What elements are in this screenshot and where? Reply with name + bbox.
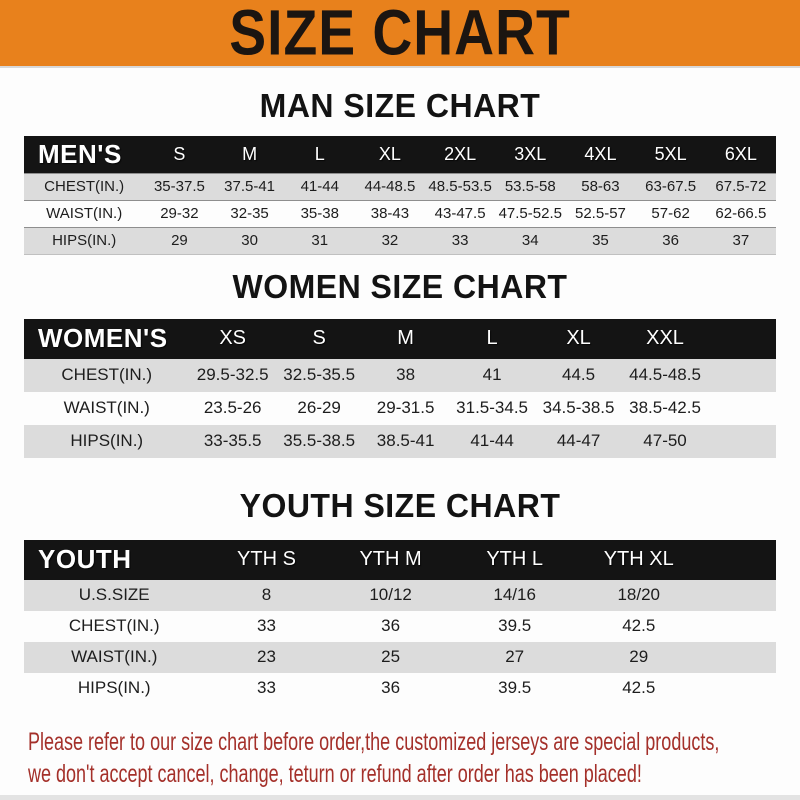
size-cell: 42.5 [622,678,656,697]
women-group-label: WOMEN'S [24,319,189,359]
men-section-title: MAN SIZE CHART [259,87,541,124]
size-cell: 8 [261,585,272,604]
size-cell: 62-66.5 [715,205,767,222]
women-table-row [24,359,776,392]
row-label: WAIST(IN.) [46,205,123,222]
row-spacer-cell [701,642,776,673]
size-cell: 25 [381,647,401,666]
size-cell: 63-67.5 [645,178,697,195]
size-cell: 53.5-58 [504,178,556,195]
row-label: CHEST(IN.) [61,365,153,384]
size-cell: 29-32 [160,205,199,222]
size-cell: 35-37.5 [153,178,205,195]
row-label: HIPS(IN.) [77,678,151,697]
size-cell: 33 [257,678,276,697]
banner [0,0,800,68]
size-cell: 48.5-53.5 [428,178,492,195]
size-cell: 32.5-35.5 [283,365,356,384]
size-cell: 31 [311,232,329,249]
youth-header-row [24,540,776,580]
men-col-header-l: L [285,136,355,173]
header-spacer-cell [708,319,776,359]
size-cell: 44.5 [562,365,596,384]
size-cell: 39.5 [498,616,532,635]
size-cell: 29 [629,647,649,666]
row-spacer-cell [708,425,776,458]
size-cell: 38.5-41 [376,431,435,450]
women-col-header-l: L [449,319,535,359]
youth-table-row [24,611,776,642]
youth-col-header-yth-xl: YTH XL [577,540,701,580]
size-cell: 23 [257,647,276,666]
row-spacer-cell [701,673,776,704]
size-cell: 41-44 [300,178,339,195]
size-cell: 29 [171,232,188,249]
size-cell: 52.5-57 [575,205,626,222]
size-cell: 36 [381,616,401,635]
men-col-header-m: M [215,136,285,173]
women-table-row [24,425,776,458]
size-cell: 33-35.5 [203,431,262,450]
size-cell: 39.5 [498,678,532,697]
youth-size-table [24,540,776,704]
size-cell: 30 [241,232,258,249]
size-cell: 34 [521,232,539,249]
size-cell: 23.5-26 [203,398,262,417]
women-col-header-s: S [276,319,362,359]
size-cell: 33 [451,232,469,249]
youth-col-header-yth-l: YTH L [453,540,577,580]
size-cell: 33 [257,616,276,635]
section-women [0,269,800,458]
size-cell: 44.5-48.5 [629,365,701,384]
section-youth [0,488,800,704]
size-cell: 37 [732,232,750,249]
men-col-header-s: S [144,136,214,173]
footer-notice [28,726,800,790]
men-size-table [24,136,776,255]
size-chart-sections [0,88,800,704]
row-spacer-cell [708,359,776,392]
row-spacer-cell [708,392,776,425]
image-bottom-edge [0,795,800,800]
size-cell: 34.5-38.5 [542,398,615,417]
youth-table-row [24,642,776,673]
women-col-header-m: M [362,319,448,359]
size-cell: 26-29 [297,398,341,417]
size-cell: 18/20 [617,585,661,604]
row-label: HIPS(IN.) [52,232,117,249]
banner-title: SIZE CHART [229,0,571,69]
youth-table-row [24,673,776,704]
men-col-header-4xl: 4XL [565,136,635,173]
men-col-header-6xl: 6XL [706,136,776,173]
header-spacer-cell [701,540,776,580]
women-section-title: WOMEN SIZE CHART [232,267,568,305]
men-col-header-5xl: 5XL [636,136,706,173]
women-col-header-xl: XL [535,319,621,359]
men-header-row [24,136,776,173]
size-cell: 29.5-32.5 [196,365,269,384]
men-table-row [24,173,776,200]
size-cell: 44-48.5 [364,178,416,195]
size-cell: 42.5 [622,616,656,635]
men-table-row [24,227,776,254]
women-table-row [24,392,776,425]
size-cell: 10/12 [369,585,412,604]
size-cell: 43-47.5 [434,205,486,222]
row-label: HIPS(IN.) [70,431,144,450]
size-cell: 41-44 [470,431,514,450]
size-cell: 38-43 [370,205,410,222]
size-cell: 31.5-34.5 [456,398,529,417]
size-cell: 27 [505,647,525,666]
size-cell: 58-63 [581,178,620,195]
size-cell: 36 [662,232,679,249]
size-cell: 57-62 [651,205,690,222]
row-label: U.S.SIZE [78,585,150,604]
row-label: CHEST(IN.) [44,178,125,195]
size-cell: 37.5-41 [224,178,276,195]
men-table-row [24,200,776,227]
size-cell: 14/16 [493,585,536,604]
size-cell: 41 [482,365,502,384]
size-cell: 32 [381,232,399,249]
men-group-label: MEN'S [24,136,144,173]
youth-group-label: YOUTH [24,540,204,580]
youth-section-title: YOUTH SIZE CHART [239,486,561,524]
men-col-header-3xl: 3XL [495,136,565,173]
row-label: WAIST(IN.) [71,647,158,666]
size-cell: 35.5-38.5 [283,431,356,450]
youth-col-header-yth-m: YTH M [329,540,453,580]
size-cell: 67.5-72 [715,178,767,195]
size-cell: 35 [592,232,609,249]
section-men [0,88,800,255]
notice-line-1: Please refer to our size chart before order,the customized jerseys are special products, [28,727,720,756]
size-cell: 35-38 [300,205,339,222]
row-label: CHEST(IN.) [68,616,160,635]
size-cell: 47.5-52.5 [498,205,562,222]
women-col-header-xxl: XXL [622,319,708,359]
women-col-header-xs: XS [189,319,275,359]
size-cell: 36 [381,678,401,697]
size-cell: 29-31.5 [376,398,435,417]
size-cell: 47-50 [643,431,687,450]
row-label: WAIST(IN.) [63,398,150,417]
size-cell: 38.5-42.5 [629,398,701,417]
women-size-table [24,319,776,458]
size-cell: 32-35 [230,205,269,222]
youth-col-header-yth-s: YTH S [204,540,328,580]
size-cell: 44-47 [556,431,601,450]
size-cell: 38 [396,365,416,384]
row-spacer-cell [701,611,776,642]
row-spacer-cell [701,580,776,611]
women-header-row [24,319,776,359]
men-col-header-2xl: 2XL [425,136,495,173]
notice-line-2: we don't accept cancel, change, teturn or refund after order has been placed! [28,759,642,788]
youth-table-row [24,580,776,611]
men-col-header-xl: XL [355,136,425,173]
